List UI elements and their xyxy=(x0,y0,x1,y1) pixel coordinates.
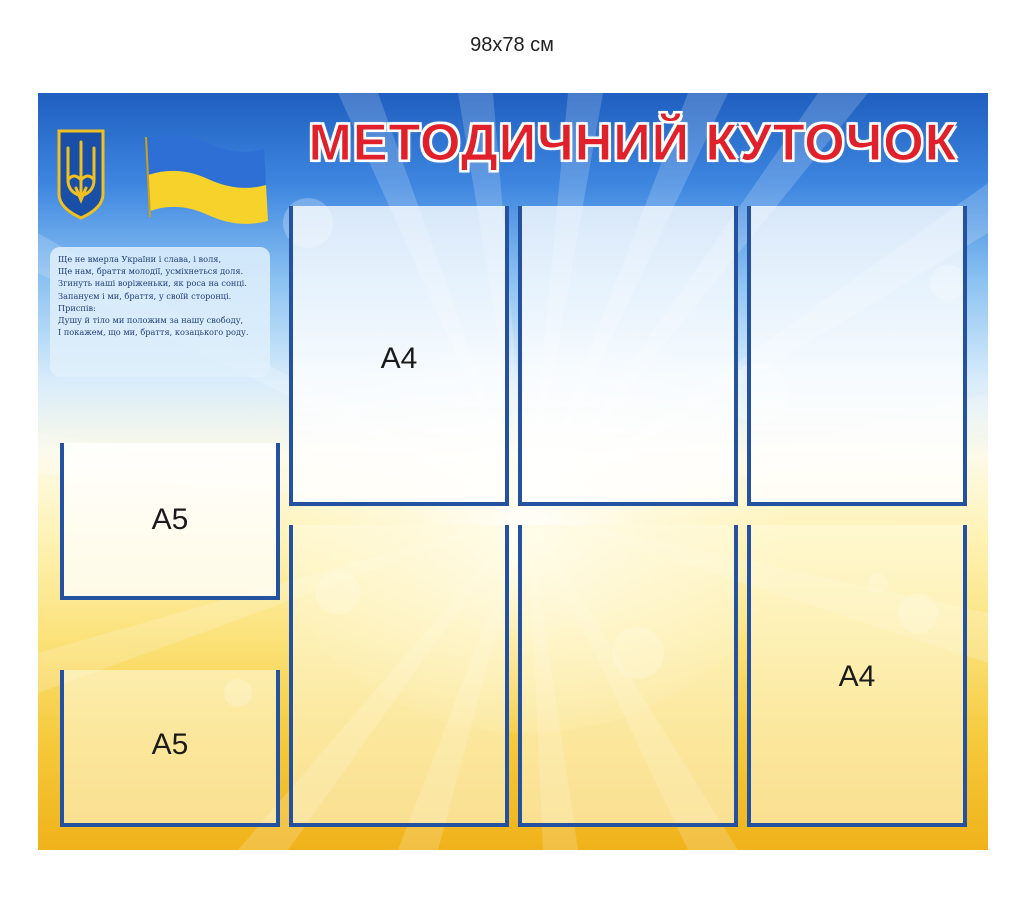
pocket-a4-row1-col1 xyxy=(289,206,509,506)
trident-emblem-icon xyxy=(56,128,106,220)
pocket-a5-bottom xyxy=(60,670,280,827)
board-title: МЕТОДИЧНИЙ КУТОЧОК xyxy=(308,114,958,172)
anthem-line: Ще нам, браття молодії, усміхнеться доля. xyxy=(58,266,244,277)
pocket-a4-row2-col1 xyxy=(289,525,509,827)
stand-board xyxy=(38,93,988,850)
size-label: 98x78 см xyxy=(470,34,554,56)
anthem-line: Згинуть наші воріженьки, як роса на сонці. xyxy=(58,278,247,289)
anthem-line: Душу й тіло ми положим за нашу свободу, xyxy=(58,315,244,326)
pocket-a4-row1-col3 xyxy=(747,206,967,506)
anthem-line: Ще не вмерла України і слава, і воля, xyxy=(58,254,222,264)
pocket-a4-row2-col3 xyxy=(747,525,967,827)
anthem-line: Приспів: xyxy=(58,302,96,313)
pocket-a4-row2-col2 xyxy=(518,525,738,827)
anthem-text-panel xyxy=(50,247,270,377)
pocket-a5-top xyxy=(60,443,280,600)
anthem-line: Запануєм і ми, браття, у своїй сторонці. xyxy=(58,290,232,301)
ukraine-flag-icon xyxy=(138,133,268,225)
anthem-line: І покажем, що ми, браття, козацького роду. xyxy=(58,327,249,338)
pocket-size-label: A4 xyxy=(380,342,418,375)
pocket-size-label: A4 xyxy=(838,660,876,693)
pocket-a4-row1-col2 xyxy=(518,206,738,506)
pocket-size-label: A5 xyxy=(151,728,189,761)
pocket-size-label: A5 xyxy=(151,503,189,536)
